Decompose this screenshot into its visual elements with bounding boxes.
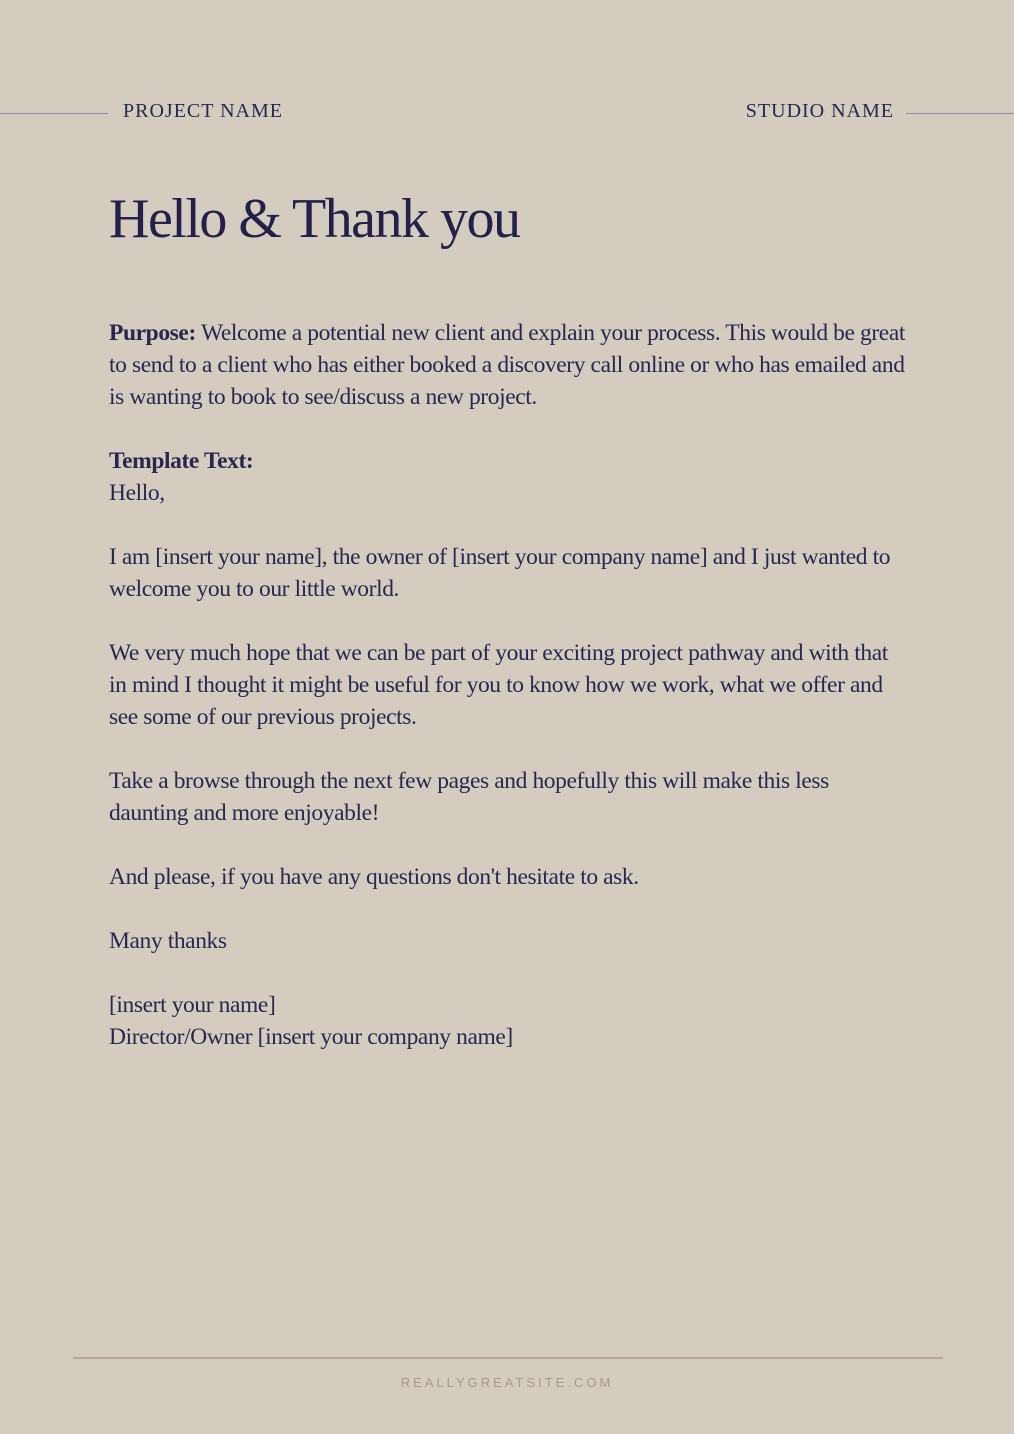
signature-name: [insert your name] xyxy=(109,992,276,1018)
header-rule-right xyxy=(906,113,1014,114)
sign-off: Many thanks xyxy=(109,928,227,954)
purpose-paragraph xyxy=(109,317,909,413)
purpose-text: Welcome a potential new client and explain your process. This would be great to send to a client who has either booked a discovery call online or who has emailed and is wanting to book to see/discuss a new project. xyxy=(109,320,905,410)
letter-paragraph: I am [insert your name], the owner of [insert your company name] and I just wanted to welcome you to our little world. xyxy=(109,544,891,602)
signature xyxy=(109,989,909,1053)
purpose-label: Purpose: xyxy=(109,320,196,346)
studio-name: STUDIO NAME xyxy=(745,100,894,122)
header-rule-left xyxy=(0,113,108,114)
template-intro xyxy=(109,445,909,509)
letter-body xyxy=(109,317,909,1085)
footer-website: REALLYGREATSITE.COM xyxy=(400,1375,614,1390)
letter-paragraph: Take a browse through the next few pages and hopefully this will make this less daunting and more enjoyable! xyxy=(109,768,829,826)
letter-paragraph: And please, if you have any questions don't hesitate to ask. xyxy=(109,864,639,890)
project-name: PROJECT NAME xyxy=(123,100,283,122)
footer-rule xyxy=(73,1357,943,1359)
signature-title: Director/Owner [insert your company name] xyxy=(109,1024,513,1050)
template-label: Template Text: xyxy=(109,448,254,474)
letter-paragraph: We very much hope that we can be part of your exciting project pathway and with that in mind I thought it might be useful for you to know how we work, what we offer and see some of our previous projects. xyxy=(109,640,888,730)
greeting: Hello, xyxy=(109,480,165,506)
page-title: Hello & Thank you xyxy=(109,188,520,250)
